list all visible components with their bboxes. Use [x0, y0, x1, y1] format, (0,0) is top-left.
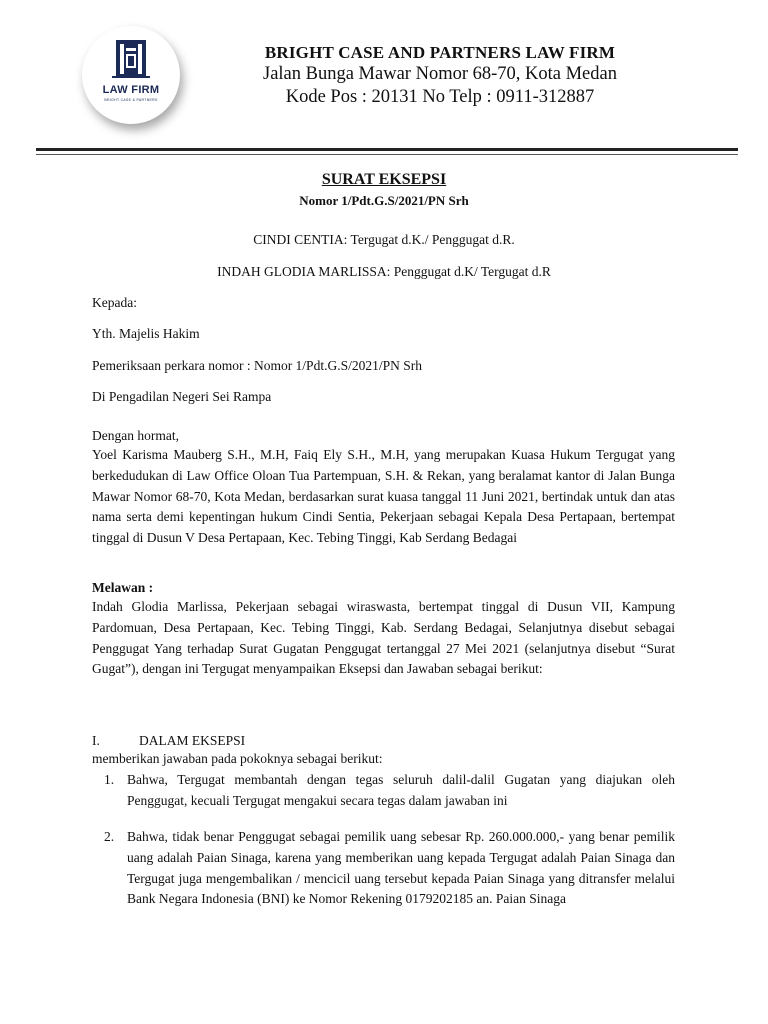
recipient-name: Yth. Majelis Hakim: [92, 326, 200, 341]
greeting: Dengan hormat,: [92, 428, 179, 443]
firm-name: BRIGHT CASE AND PARTNERS LAW FIRM: [264, 43, 616, 62]
section-number: I.: [92, 733, 100, 748]
party-plaintiff: INDAH GLODIA MARLISSA: Penggugat d.K/ Tergugat d.R: [217, 264, 551, 279]
case-number-line: Pemeriksaan perkara nomor : Nomor 1/Pdt.G.S/2021/PN Srh: [92, 358, 422, 373]
firm-address: Jalan Bunga Mawar Nomor 68-70, Kota Medan: [263, 64, 617, 84]
logo-main-text: LAW FIRM: [102, 84, 160, 96]
logo-sub-text: BRIGHT CASE & PARTNERS: [104, 98, 158, 102]
document-title: SURAT EKSEPSI: [321, 171, 447, 188]
court-name: Di Pengadilan Negeri Sei Rampa: [92, 389, 272, 404]
section-intro: memberikan jawaban pada pokoknya sebagai berikut:: [92, 751, 383, 766]
list-item: Bahwa, Tergugat membantah dengan tegas seluruh dalil-dalil Gugatan yang diajukan oleh Penggugat, kecuali Tergugat mengakui secara tegas dalam jawaban ini: [127, 772, 675, 808]
intro-paragraph: Yoel Karisma Mauberg S.H., M.H, Faiq Ely S.H., M.H, yang merupakan Kuasa Hukum Tergugat yang berkedudukan di Law Office Oloan Tua Partempuan, S.H. & Rekan, yang beralamat kantor di Jalan Bunga Mawar Nomor 68-70, Kota Medan, berdasarkan surat kuasa tanggal 11 Juni 2021, bertindak untuk dan atas nama serta demi kepentingan hukum Cindi Sentia, Pekerjaan sebagai Kepala Desa Pertapaan, bertempat tinggal di Dusun V Desa Pertapaan, Kec. Tebing Tinggi, Kab Serdang Bedagai: [92, 447, 675, 546]
list-item-number: 1.: [104, 772, 115, 787]
firm-postal-phone: Kode Pos : 20131 No Telp : 0911-312887: [285, 87, 595, 107]
recipient-label: Kepada:: [92, 295, 137, 310]
list-item-number: 2.: [104, 829, 115, 844]
letterhead-divider-thick: [36, 148, 738, 151]
party-defendant: CINDI CENTIA: Tergugat d.K./ Penggugat d.R.: [253, 232, 515, 247]
letterhead-divider-thin: [36, 154, 738, 155]
document-number: Nomor 1/Pdt.G.S/2021/PN Srh: [299, 193, 469, 208]
opponent-paragraph: Indah Glodia Marlissa, Pekerjaan sebagai wiraswasta, bertempat tinggal di Dusun VII, Kampung Pardomuan, Desa Pertapaan, Kec. Tebing Tinggi, Kab. Serdang Bedagai, Selanjutnya disebut sebagai Penggugat Yang terhadap Surat Gugatan Penggugat tertanggal 27 Mei 2021 (selanjutnya disebut “Surat Gugat”), dengan ini Tergugat menyampaikan Eksepsi dan Jawaban sebagai berikut:: [92, 599, 675, 677]
melawan-label: Melawan :: [92, 580, 154, 595]
section-title: DALAM EKSEPSI: [139, 733, 246, 748]
list-item: Bahwa, tidak benar Penggugat sebagai pemilik uang sebesar Rp. 260.000.000,- yang benar pemilik uang adalah Paian Sinaga, karena yang memberikan uang kepada Tergugat adalah Paian Sinaga dan Tergugat juga mengembalikan / mencicil uang tersebut kepada Paian Sinaga yang ditransfer melalui Bank Negara Indonesia (BNI) ke Nomor Rekening 0179202185 an. Paian Sinaga: [127, 829, 675, 907]
